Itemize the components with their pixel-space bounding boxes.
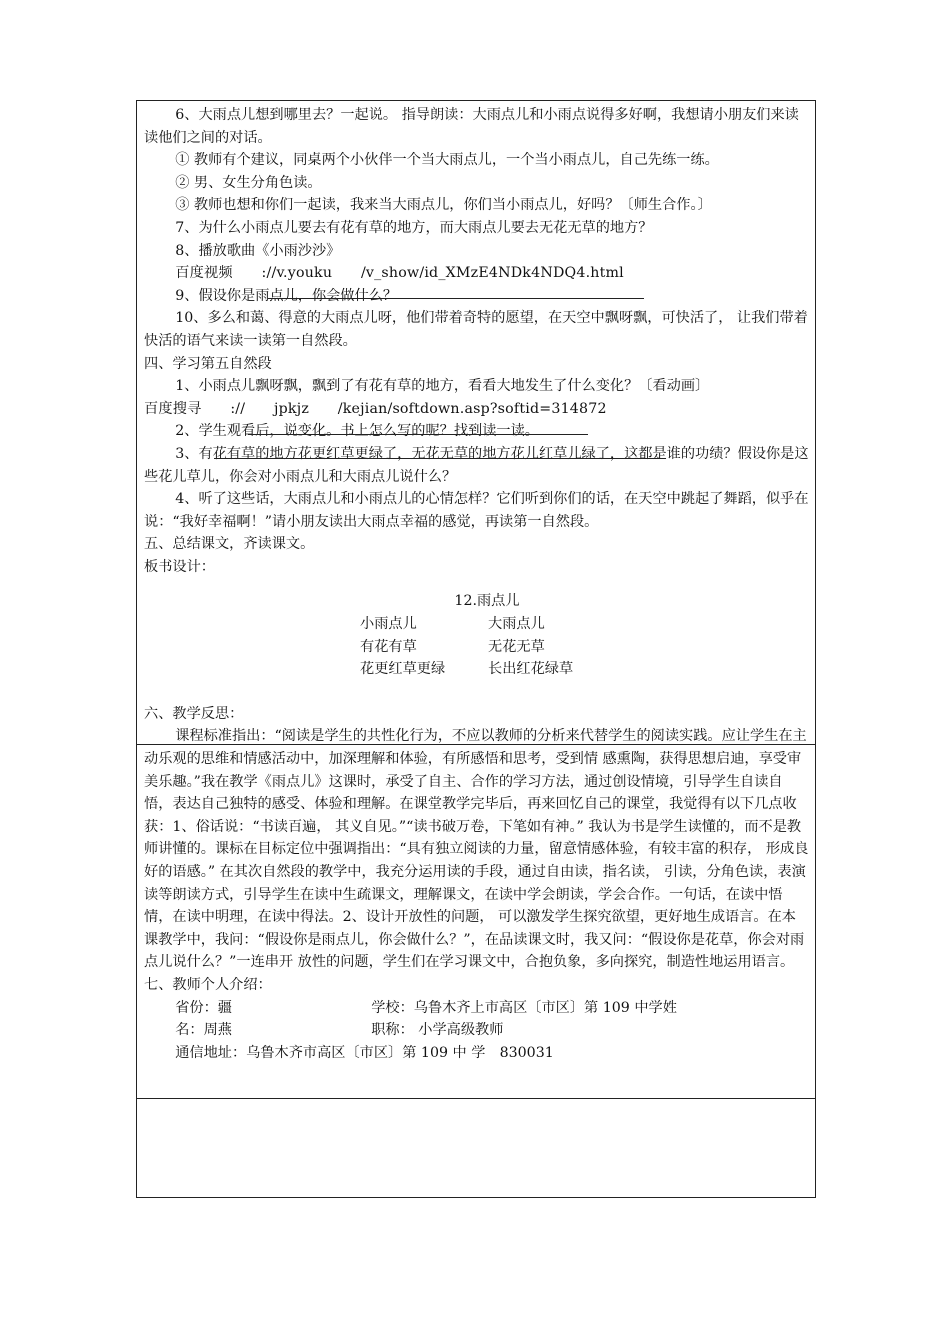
board-design [144, 590, 810, 680]
table-row-divider [136, 1098, 816, 1099]
board-row [144, 658, 810, 681]
mailing-address: 通信地址：乌鲁木齐市高区〔市区〕第 109 中 学 830031 [175, 1044, 554, 1061]
teacher-info-row [144, 997, 810, 1020]
strike-line [268, 298, 644, 299]
reflection-body: 课程标准指出：“阅读是学生的共性化行为，不应以教师的分析来代替学生的阅读实践。应让学生在主动乐观的思维和情感活动中，加深理解和体验，有所感悟和思考，受到情 感熏陶，获得思想启迪，享受审美乐趣。”我在教学《雨点儿》这课时，承受了自主、合作的学习方法，通过创设情境，引导学生自读自悟，表达自己独特的感受、体验和理解。在课堂教学完毕后，再来回忆自己的课堂，我觉得有以下几点收获：1、俗话说：“书读百遍， 其义自见。”“读书破万卷，下笔如有神。” 我认为书是学生读懂的，而不是教师讲懂的。课标在目标定位中强调指出：“具有独立阅读的力量，留意情感体验，有较丰富的积存， 形成良好的语感。” 在其次自然段的教学中，我充分运用读的手段，通过自由读，指名读， 引读，分角色读，表演读等朗读方式，引导学生在读中生疏课文，理解课文，在读中学会朗读，学会合作。一句话，在读中悟情，在读中明理，在读中得法。2、设计开放性的问题， 可以激发学生探究欲望，更好地生成语言。在本课教学中，我问：“假设你是雨点儿，你会做什么？”，在品读课文时，我又问：“假设你是花草，你会对雨点儿说什么？”一连串开 放性的问题，学生们在学习课文中，合抱负象，多向探究，制造性地运用语言。 [144, 728, 809, 971]
board-title: 12.雨点儿 [454, 593, 520, 610]
video-link[interactable]: 百度视频 ://v.youku /v_show/id_XMzE4NDk4NDQ4.html [175, 265, 624, 282]
board-left: 小雨点儿 [360, 616, 417, 633]
section-6-heading: 六、教学反思： [144, 705, 244, 722]
search-link[interactable]: 百度搜寻 :// jpkjz /kejian/softdown.asp?softid=314872 [144, 400, 607, 417]
board-row [144, 636, 810, 659]
strike-line [136, 744, 816, 745]
s4-step-1: 1、小雨点儿飘呀飘，飘到了有花有草的地方，看看大地发生了什么变化？〔看动画〕 [175, 378, 710, 395]
teacher-title: 职称： 小学高级教师 [371, 1022, 504, 1039]
board-right: 无花无草 [488, 638, 545, 655]
step-6: 6、大雨点儿想到哪里去？一起说。 指导朗读：大雨点儿和小雨点说得多好啊，我想请小朋友们来读读他们之间的对话。 [144, 107, 799, 146]
strike-line [248, 434, 588, 435]
board-design-label: 板书设计： [144, 558, 215, 575]
sub-step-1: ① 教师有个建议，同桌两个小伙伴一个当大雨点儿，一个当小雨点儿，自己先练一练。 [175, 152, 719, 169]
s4-step-3: 3、有花有草的地方花更红草更绿了，无花无草的地方花儿红草儿绿了，这都是谁的功绩？假设你是这些花儿草儿，你会对小雨点儿和大雨点儿说什么？ [144, 445, 809, 485]
step-8: 8、播放歌曲《小雨沙沙》 [175, 242, 341, 259]
sub-step-2: ② 男、女生分角色读。 [175, 174, 322, 191]
strike-line [214, 458, 666, 459]
section-4-heading: 四、学习第五自然段 [144, 355, 272, 372]
s4-step-2: 2、学生观看后，说变化。书上怎么写的呢？找到读一读。 [175, 423, 539, 440]
school: 学校：乌鲁木齐上市高区〔市区〕第 109 中学姓 [371, 999, 677, 1016]
s4-step-4: 4、听了这些话，大雨点儿和小雨点儿的心情怎样？它们听到你们的话，在天空中跳起了舞蹈，似乎在说：“我好幸福啊！”请小朋友读出大雨点幸福的感觉，再读第一自然段。 [144, 491, 809, 530]
teacher-name: 名：周燕 [175, 1022, 232, 1039]
board-left: 花更红草更绿 [360, 661, 446, 678]
sub-step-3: ③ 教师也想和你们一起读，我来当大雨点儿，你们当小雨点儿，好吗？〔师生合作。〕 [175, 197, 712, 214]
section-7-heading: 七、教师个人介绍： [144, 976, 272, 993]
teacher-info-row [144, 1019, 810, 1042]
province: 省份：疆 [175, 999, 232, 1016]
lesson-content [144, 104, 810, 1064]
board-right: 大雨点儿 [488, 616, 545, 633]
board-right: 长出红花绿草 [488, 661, 574, 678]
step-10: 10、多么和蔼、得意的大雨点儿呀，他们带着奇特的愿望，在天空中飘呀飘，可快活了， 让我们带着快活的语气来读一读第一自然段。 [144, 310, 808, 349]
section-5-heading: 五、总结课文，齐读课文。 [144, 536, 315, 553]
step-7: 7、为什么小雨点儿要去有花有草的地方，而大雨点儿要去无花无草的地方？ [175, 219, 653, 236]
board-row [144, 613, 810, 636]
board-left: 有花有草 [360, 638, 417, 655]
step-9: 9、假设你是雨点儿，你会做什么？ [175, 287, 398, 304]
